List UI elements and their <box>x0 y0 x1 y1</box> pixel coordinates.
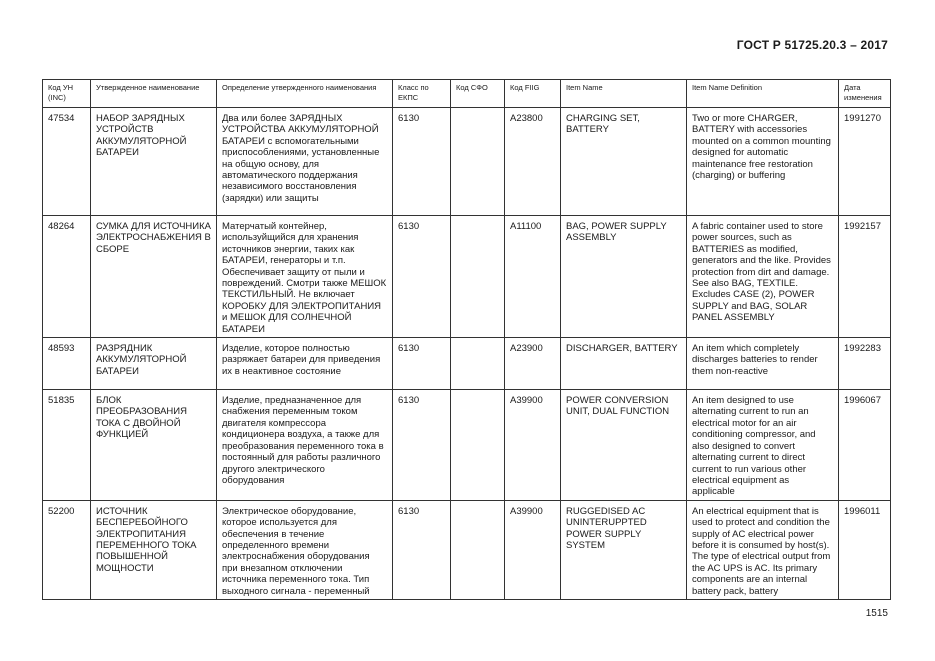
cell-definition: Изделие, которое полностью разряжает батареи для приведения их в неактивное состояние <box>217 338 393 390</box>
page-number: 1515 <box>865 608 888 619</box>
header-code: Код УН (INC) <box>43 80 91 108</box>
cell-ekps-class: 6130 <box>393 500 451 599</box>
cell-fiig-code: A23800 <box>505 108 561 216</box>
cell-fiig-code: A39900 <box>505 390 561 501</box>
cell-code: 48593 <box>43 338 91 390</box>
cell-approved-name: РАЗРЯДНИК АККУМУЛЯТОРНОЙ БАТАРЕИ <box>91 338 217 390</box>
cell-approved-name: СУМКА ДЛЯ ИСТОЧНИКА ЭЛЕКТРОСНАБЖЕНИЯ В СБОРЕ <box>91 216 217 338</box>
cell-sfo-code <box>451 216 505 338</box>
header-sfo-code: Код СФО <box>451 80 505 108</box>
cell-ekps-class: 6130 <box>393 216 451 338</box>
cell-change-date: 1992283 <box>839 338 891 390</box>
cell-item-definition: An item designed to use alternating current to run an electrical motor for an air conditioning compressor, and also designed to convert alternating current to direct current to run various other electrical equipment as applicable <box>687 390 839 501</box>
cell-fiig-code: A11100 <box>505 216 561 338</box>
cell-ekps-class: 6130 <box>393 390 451 501</box>
cell-change-date: 1996067 <box>839 390 891 501</box>
cell-definition: Электрическое оборудование, которое используется для обеспечения в течение определенного времени электроснабжения оборудования при внезапном отключении источника переменного тока. Тип выходного сигнала - переменный <box>217 500 393 599</box>
table-row <box>43 500 891 599</box>
table-row <box>43 108 891 216</box>
table-header-row <box>43 80 891 108</box>
cell-code: 48264 <box>43 216 91 338</box>
cell-definition: Изделие, предназначенное для снабжения переменным током двигателя компрессора кондиционера воздуха, а также для преобразования переменного тока в постоянный для работы различного другого электрического оборудования <box>217 390 393 501</box>
cell-code: 47534 <box>43 108 91 216</box>
cell-fiig-code: A23900 <box>505 338 561 390</box>
cell-change-date: 1992157 <box>839 216 891 338</box>
cell-approved-name: ИСТОЧНИК БЕСПЕРЕБОЙНОГО ЭЛЕКТРОПИТАНИЯ ПЕРЕМЕННОГО ТОКА ПОВЫШЕННОЙ МОЩНОСТИ <box>91 500 217 599</box>
cell-sfo-code <box>451 108 505 216</box>
cell-sfo-code <box>451 338 505 390</box>
cell-item-definition: An electrical equipment that is used to protect and condition the supply of AC electrical power before it is consumed by host(s). The type of electrical output from the AC UPS is AC. Its primary components are an internal battery pack, battery <box>687 500 839 599</box>
cell-item-name: RUGGEDISED AC UNINTERUPPTED POWER SUPPLY SYSTEM <box>561 500 687 599</box>
cell-sfo-code <box>451 390 505 501</box>
header-item-definition: Item Name Definition <box>687 80 839 108</box>
cell-code: 52200 <box>43 500 91 599</box>
cell-sfo-code <box>451 500 505 599</box>
cell-item-name: CHARGING SET, BATTERY <box>561 108 687 216</box>
cell-item-name: POWER CONVERSION UNIT, DUAL FUNCTION <box>561 390 687 501</box>
header-approved-name: Утвержденное наименование <box>91 80 217 108</box>
cell-code: 51835 <box>43 390 91 501</box>
cell-item-definition: An item which completely discharges batteries to render them non-reactive <box>687 338 839 390</box>
table-row <box>43 390 891 501</box>
header-ekps-class: Класс по ЕКПС <box>393 80 451 108</box>
cell-change-date: 1996011 <box>839 500 891 599</box>
cell-ekps-class: 6130 <box>393 108 451 216</box>
standard-title: ГОСТ Р 51725.20.3 – 2017 <box>736 38 888 52</box>
cell-approved-name: БЛОК ПРЕОБРАЗОВАНИЯ ТОКА С ДВОЙНОЙ ФУНКЦИЕЙ <box>91 390 217 501</box>
cell-approved-name: НАБОР ЗАРЯДНЫХ УСТРОЙСТВ АККУМУЛЯТОРНОЙ БАТАРЕИ <box>91 108 217 216</box>
cell-ekps-class: 6130 <box>393 338 451 390</box>
header-item-name: Item Name <box>561 80 687 108</box>
table-row <box>43 216 891 338</box>
cell-item-definition: Two or more CHARGER, BATTERY with accessories mounted on a common mounting designed for automatic maintenance free restoration (charging) or buffering <box>687 108 839 216</box>
header-change-date: Дата изменения <box>839 80 891 108</box>
cell-definition: Матерчатый контейнер, используйщийся для хранения источников энергии, таких как БАТАРЕИ, генераторы и т.п. Обеспечивает защиту от пыли и повреждений. Смотри также МЕШОК ТЕКСТИЛЬНЫЙ. Не включает КОРОБКУ ДЛЯ ЭЛЕКТРОПИТАНИЯ и МЕШОК ДЛЯ СОЛНЕЧНОЙ БАТАРЕИ <box>217 216 393 338</box>
cell-change-date: 1991270 <box>839 108 891 216</box>
header-fiig-code: Код FIIG <box>505 80 561 108</box>
cell-definition: Два или более ЗАРЯДНЫХ УСТРОЙСТВА АККУМУЛЯТОРНОЙ БАТАРЕИ с вспомогательными приспособлениями, установленные на общую основу, для автоматического поддержания независимого восстановления (зарядки) или защиты <box>217 108 393 216</box>
header-definition: Определение утвержденного наименования <box>217 80 393 108</box>
nomenclature-table <box>42 79 891 600</box>
cell-item-definition: A fabric container used to store power sources, such as BATTERIES as modified, generators and the like. Provides protection from dirt and damage. See also BAG, TEXTILE. Excludes CASE (2), POWER SUPPLY and BAG, SOLAR PANEL ASSEMBLY <box>687 216 839 338</box>
table-row <box>43 338 891 390</box>
cell-item-name: DISCHARGER, BATTERY <box>561 338 687 390</box>
cell-item-name: BAG, POWER SUPPLY ASSEMBLY <box>561 216 687 338</box>
cell-fiig-code: A39900 <box>505 500 561 599</box>
